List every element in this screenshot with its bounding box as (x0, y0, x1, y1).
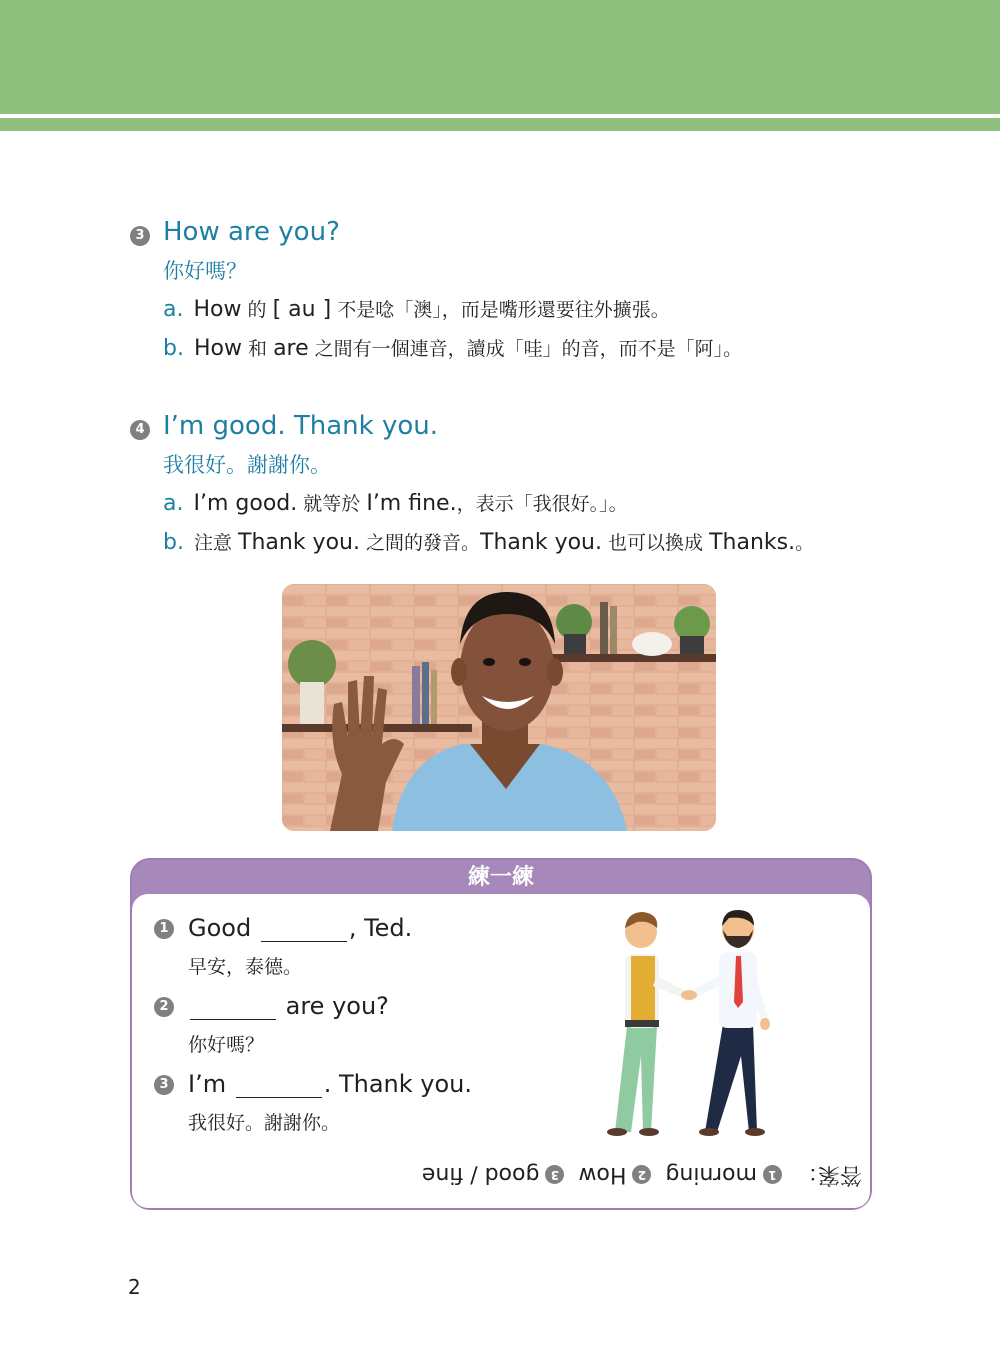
photo-man-waving (282, 584, 716, 831)
section-4 (130, 411, 910, 555)
note-b: b. How 和 are 之間有一個連音，讀成「哇」的音，而不是「阿」。 (163, 336, 743, 361)
note-a: a. How 的 [ au ] 不是唸「澳」，而是嘴形還要往外擴張。 (163, 297, 670, 322)
number-badge: 3 (154, 1075, 174, 1095)
number-badge: 2 (154, 997, 174, 1017)
question-translation: 你好嗎？ (188, 1034, 265, 1056)
section-3-heading (130, 217, 910, 251)
section-3 (130, 217, 910, 361)
note-b: b. 注意 Thank you. 之間的發音。Thank you. 也可以換成 Thanks.。 (163, 530, 815, 555)
number-badge: 1 (154, 919, 174, 939)
answer-blank[interactable] (190, 993, 276, 1020)
practice-body: 1 Good , Ted. 早安，泰德。 2 are you? 你好嗎？ 3 I’m . Thank you. 我很好。謝謝你。 答案：1morning2How3good / fine (132, 894, 870, 1208)
section-3-title: How are you? (163, 217, 340, 247)
practice-box (130, 858, 872, 1210)
section-3-translation: 你好嗎？ (163, 259, 247, 283)
answer-blank[interactable] (261, 915, 347, 942)
handshake-illustration (597, 906, 797, 1136)
number-badge: 3 (130, 226, 150, 246)
answers-upside-down: 答案：1morning2How3good / fine (421, 1162, 862, 1187)
header-stripe (0, 118, 1000, 131)
number-badge: 4 (130, 420, 150, 440)
question-translation: 早安，泰德。 (188, 956, 303, 978)
answers-label: 答案： (795, 1162, 862, 1187)
page-number: 2 (128, 1275, 141, 1299)
note-a: a. I’m good. 就等於 I’m fine.，表示「我很好。」。 (163, 491, 628, 516)
section-4-title: I’m good. Thank you. (163, 411, 439, 441)
answer-blank[interactable] (236, 1071, 322, 1098)
header-band (0, 0, 1000, 114)
question-translation: 我很好。謝謝你。 (188, 1112, 341, 1134)
section-4-heading (130, 411, 910, 445)
section-4-translation: 我很好。謝謝你。 (163, 453, 331, 477)
practice-title: 練一練 (467, 865, 534, 890)
